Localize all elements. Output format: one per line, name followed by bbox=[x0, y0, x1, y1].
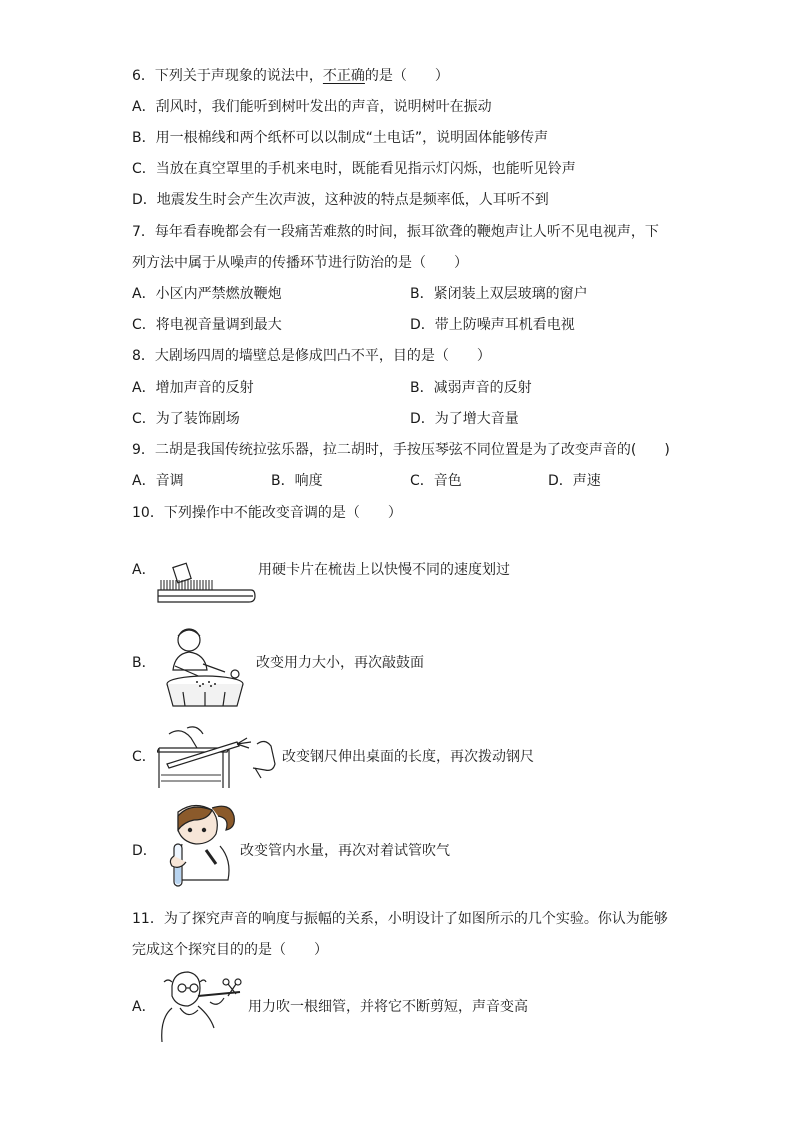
q10-option-d-text: 改变管内水量，再次对着试管吹气 bbox=[240, 843, 450, 859]
q9-option-b: B．响度 bbox=[271, 473, 323, 489]
q7-option-a: A．小区内严禁燃放鞭炮 bbox=[132, 286, 282, 302]
q10-option-c-text: 改变钢尺伸出桌面的长度，再次拨动钢尺 bbox=[282, 749, 534, 765]
q10-option-b-label: B． bbox=[132, 655, 156, 671]
q7-option-d: D．带上防噪声耳机看电视 bbox=[410, 317, 575, 333]
q6-stem-emphasis: 不正确 bbox=[322, 68, 365, 84]
q8-option-b: B．减弱声音的反射 bbox=[410, 380, 532, 396]
q11-option-a-label: A． bbox=[132, 999, 156, 1015]
q6-option-d: D．地震发生时会产生次声波，这种波的特点是频率低，人耳听不到 bbox=[132, 192, 549, 208]
q9-option-d: D．声速 bbox=[548, 473, 601, 489]
q8-option-a: A．增加声音的反射 bbox=[132, 380, 254, 396]
q6-option-a: A．刮风时，我们能听到树叶发出的声音，说明树叶在振动 bbox=[132, 99, 492, 115]
man-blowing-tube-image bbox=[154, 968, 248, 1044]
drum-player-image bbox=[153, 622, 255, 708]
q6-stem-post: 的是（ ） bbox=[364, 68, 449, 84]
q8-option-c: C．为了装饰剧场 bbox=[132, 411, 240, 427]
q8-stem: 8．大剧场四周的墙壁总是修成凹凸不平，目的是（ ） bbox=[132, 348, 491, 364]
q9-stem: 9．二胡是我国传统拉弦乐器，拉二胡时，手按压琴弦不同位置是为了改变声音的( ) bbox=[132, 442, 670, 458]
q7-option-c: C．将电视音量调到最大 bbox=[132, 317, 282, 333]
q11-stem-line2: 完成这个探究目的的是（ ） bbox=[132, 942, 328, 958]
ruler-table-image bbox=[157, 724, 281, 790]
q7-stem-line1: 7．每年看春晚都会有一段痛苦难熬的时间，振耳欲聋的鞭炮声让人听不见电视声，下 bbox=[132, 224, 659, 240]
q10-stem: 10．下列操作中不能改变音调的是（ ） bbox=[132, 505, 402, 521]
q9-option-a: A．音调 bbox=[132, 473, 184, 489]
q6-stem-pre: 6．下列关于声现象的说法中， bbox=[132, 68, 323, 84]
q10-option-c-label: C． bbox=[132, 749, 156, 765]
q9-option-c: C．音色 bbox=[410, 473, 462, 489]
q11-option-a-text: 用力吹一根细管，并将它不断剪短，声音变高 bbox=[248, 999, 528, 1015]
q10-option-d-label: D． bbox=[132, 843, 157, 859]
q8-option-d: D．为了增大音量 bbox=[410, 411, 519, 427]
q6-option-c: C．当放在真空罩里的手机来电时，既能看见指示灯闪烁，也能听见铃声 bbox=[132, 161, 576, 177]
q11-stem-line1: 11．为了探究声音的响度与振幅的关系，小明设计了如图所示的几个实验。你认为能够 bbox=[132, 911, 668, 927]
q7-stem-line2: 列方法中属于从噪声的传播环节进行防治的是（ ） bbox=[132, 255, 468, 271]
q10-option-a-text: 用硬卡片在梳齿上以快慢不同的速度划过 bbox=[258, 562, 510, 578]
comb-card-image bbox=[155, 560, 257, 606]
q7-option-b: B．紧闭装上双层玻璃的窗户 bbox=[410, 286, 588, 302]
q10-option-b-text: 改变用力大小，再次敲鼓面 bbox=[256, 655, 424, 671]
q6-stem bbox=[132, 66, 449, 86]
q6-option-b: B．用一根棉线和两个纸杯可以以制成“土电话”，说明固体能够传声 bbox=[132, 130, 549, 146]
q10-option-a-label: A． bbox=[132, 562, 156, 578]
girl-test-tube-image bbox=[160, 800, 238, 892]
